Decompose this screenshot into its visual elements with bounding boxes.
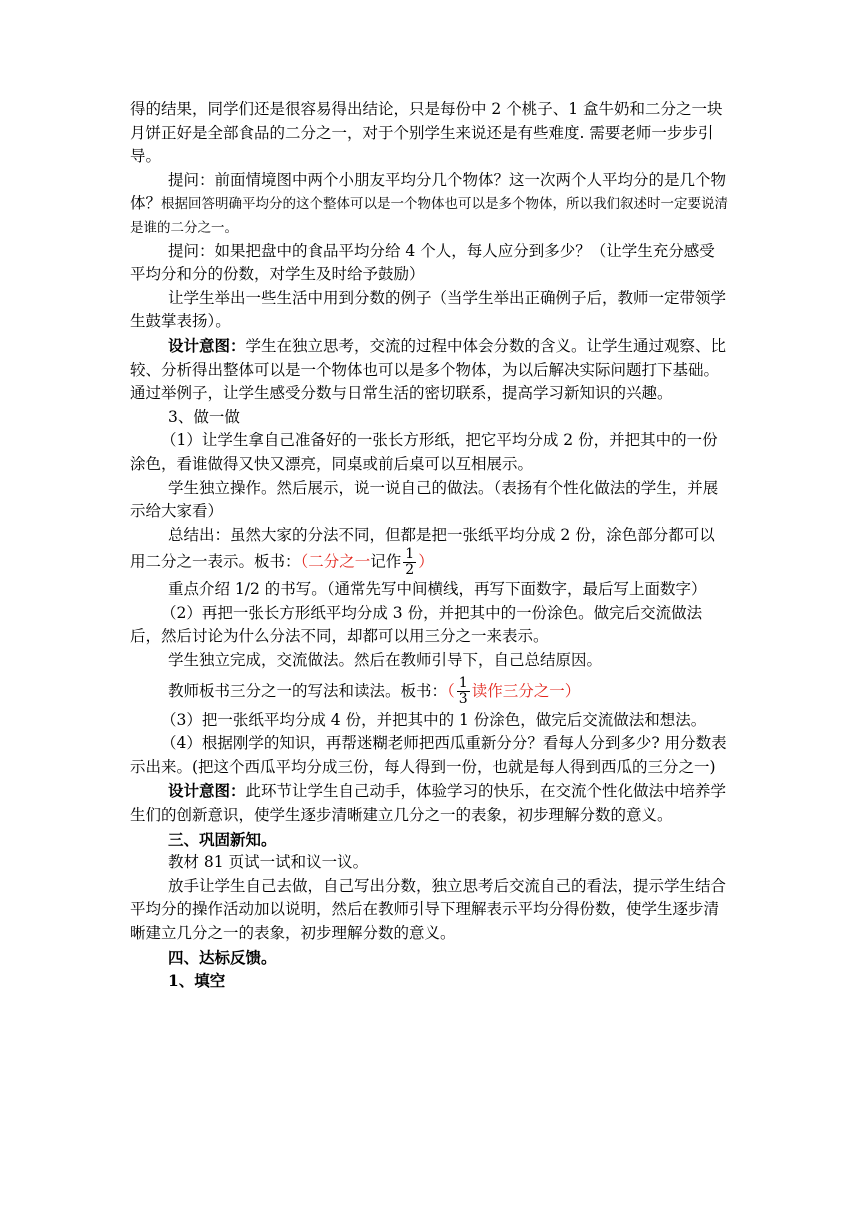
board-note: 读作三分之一）	[471, 681, 581, 700]
board-paragraph	[130, 673, 730, 709]
board-note-open: （	[447, 681, 455, 700]
design-intent-paragraph	[130, 334, 730, 406]
fraction-one-third	[457, 676, 470, 707]
question-paragraph: 提问：如果把盘中的食品平均分给 4 个人，每人应分到多少？（让学生充分感受平均分和分的份数，对学生及时给予鼓励）	[130, 241, 715, 284]
activity-item: （2）再把一张长方形纸平均分成 3 份，并把其中的一份涂色。做完后交流做法后，然后讨论为什么分法不同，却都可以用三分之一来表示。	[130, 603, 703, 646]
board-text: 教师板书三分之一的写法和读法。板书：	[168, 681, 448, 700]
subsection-heading: 1、填空	[168, 971, 226, 991]
design-intent-label: 设计意图：	[168, 781, 246, 801]
paragraph: 学生独立完成，交流做法。然后在教师引导下，自己总结原因。	[168, 651, 603, 670]
paragraph: 重点介绍 1/2 的书写。（通常先写中间横线，再写下面数字，最后写上面数字）	[168, 580, 707, 599]
section-heading: 三、巩固新知。	[168, 829, 277, 849]
board-note-mid: 记作	[370, 552, 402, 571]
summary-text: 总结出：虽然大家的分法不同，但都是把一张纸平均分成 2 份，涂色部分都可以用二分之一表示。板书：	[130, 525, 715, 571]
fraction-denominator: 3	[458, 691, 468, 708]
activity-item: （4）根据刚学的知识，再帮迷糊老师把西瓜重新分分？看每人分到多少? 用分数表示出来。(把这个西瓜平均分成三份，每人得到一份，也就是每人得到西瓜的三分之一)	[130, 734, 727, 776]
paragraph: 得的结果，同学们还是很容易得出结论，只是每份中 2 个桃子、1 盒牛奶和二分之一块月饼正好是全部食品的二分之一，对于个别学生来说还是有些难度. 需要老师一步步引导。	[130, 100, 723, 166]
activity-item: （1）让学生拿自己准备好的一张长方形纸，把它平均分成 2 份，并把其中的一份涂色，看谁做得又快又漂亮，同桌或前后桌可以互相展示。	[130, 431, 718, 473]
paragraph: 教材 81 页试一试和议一议。	[168, 853, 369, 872]
fraction-numerator: 1	[405, 546, 415, 563]
section-heading: 3、做一做	[168, 407, 240, 426]
activity-item: （3）把一张纸平均分成 4 份，并把其中的 1 份涂色，做完后交流做法和想法。	[161, 710, 707, 729]
design-intent-text: 学生在独立思考，交流的过程中体会分数的含义。让学生通过观察、比较、分析得出整体可以是一个物体也可以是多个物体，为以后解决实际问题打下基础。通过举例子，让学生感受分数与日常生活的密切联系，提高学习新知识的兴趣。	[130, 336, 727, 403]
board-note: （二分之一	[300, 552, 371, 571]
summary-paragraph	[130, 524, 730, 579]
document-page	[130, 98, 730, 993]
paragraph: 放手让学生自己去做，自己写出分数，独立思考后交流自己的看法，提示学生结合平均分的操作活动加以说明，然后在教师引导下理解表示平均分得份数，使学生逐步清晰建立几分之一的表象，初步理解分数的意义。	[130, 876, 727, 942]
section-heading: 四、达标反馈。	[168, 947, 277, 967]
board-note-close: ）	[418, 552, 434, 571]
fraction-numerator: 1	[458, 675, 468, 692]
fraction-one-half	[403, 547, 416, 578]
design-intent-label: 设计意图：	[168, 335, 246, 355]
question-text: 提问：前面情境图中两个小朋友平均分几个物体？这一次两个人平均分的是几个物体？	[130, 170, 727, 213]
paragraph: 让学生举出一些生活中用到分数的例子（当学生举出正确例子后，教师一定带领学生鼓掌表扬）。	[130, 288, 727, 331]
question-paragraph	[130, 169, 730, 240]
design-intent-text: 此环节让学生自己动手，体验学习的快乐，在交流个性化做法中培养学生们的创新意识，使学生逐步清晰建立几分之一的表象，初步理解分数的意义。	[130, 782, 727, 825]
paragraph: 学生独立操作。然后展示，说一说自己的做法。（表扬有个性化做法的学生，并展示给大家看）	[130, 478, 719, 521]
design-intent-paragraph	[130, 779, 730, 827]
question-note: 根据回答明确平均分的这个整体可以是一个物体也可以是多个物体，所以我们叙述时一定要说清是谁的二分之一。	[130, 196, 729, 236]
fraction-denominator: 2	[405, 562, 415, 579]
